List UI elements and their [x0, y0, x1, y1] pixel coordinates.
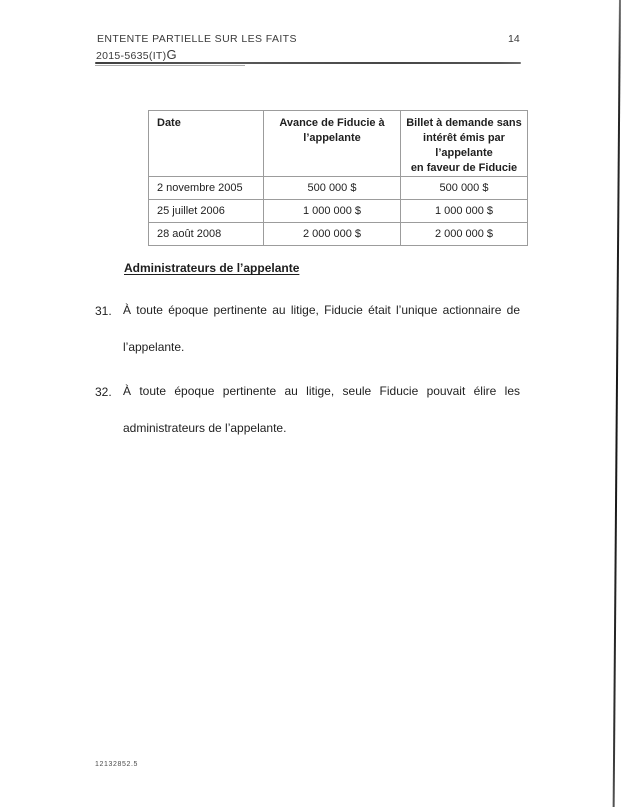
docket-main: 2015-5635(IT) [96, 50, 167, 62]
paragraph-line: l’appelante. [123, 340, 185, 354]
header-line: Billet à demande sans [406, 117, 522, 129]
footer-document-id: 12132852.5 [95, 761, 138, 768]
docket-suffix: G [166, 47, 177, 62]
header-rule-echo [95, 65, 245, 66]
column-header-avance [264, 111, 401, 177]
header-rule [95, 62, 521, 64]
header-line: en faveur de Fiducie [410, 162, 518, 174]
header-line: intérêt émis par [423, 132, 505, 144]
facts-table [148, 110, 528, 246]
paragraph-number: 32. [95, 385, 112, 399]
cell-billet: 500 000 $ [401, 177, 528, 200]
document-title: ENTENTE PARTIELLE SUR LES FAITS [97, 33, 297, 45]
header-line: l’appelante [435, 147, 493, 159]
paragraph-line: À toute époque pertinente au litige, Fiducie était l’unique actionnaire de [123, 303, 520, 317]
table-row [149, 200, 528, 223]
table-header-row [149, 111, 528, 177]
section-heading: Administrateurs de l’appelante [124, 261, 300, 275]
cell-date: 25 juillet 2006 [149, 200, 264, 223]
cell-avance: 2 000 000 $ [264, 223, 401, 246]
column-header-date [149, 111, 264, 177]
docket-number [96, 47, 177, 62]
scan-artifact-line [613, 0, 621, 807]
column-header-billet [401, 111, 528, 177]
paragraph-body [123, 304, 520, 378]
header-line: Date [157, 117, 181, 129]
cell-billet: 2 000 000 $ [401, 223, 528, 246]
cell-avance: 500 000 $ [264, 177, 401, 200]
cell-billet: 1 000 000 $ [401, 200, 528, 223]
header-line: l’appelante [303, 132, 361, 144]
paragraph-number: 31. [95, 304, 112, 318]
cell-date: 2 novembre 2005 [149, 177, 264, 200]
paragraph-line: administrateurs de l’appelante. [123, 421, 287, 435]
table-row [149, 223, 528, 246]
cell-date: 28 août 2008 [149, 223, 264, 246]
table-row [149, 177, 528, 200]
paragraph-line: À toute époque pertinente au litige, seule Fiducie pouvait élire les [123, 384, 520, 398]
cell-avance: 1 000 000 $ [264, 200, 401, 223]
page-number: 14 [508, 33, 520, 45]
header-line: Avance de Fiducie à [279, 117, 385, 129]
paragraph-body [123, 385, 520, 459]
